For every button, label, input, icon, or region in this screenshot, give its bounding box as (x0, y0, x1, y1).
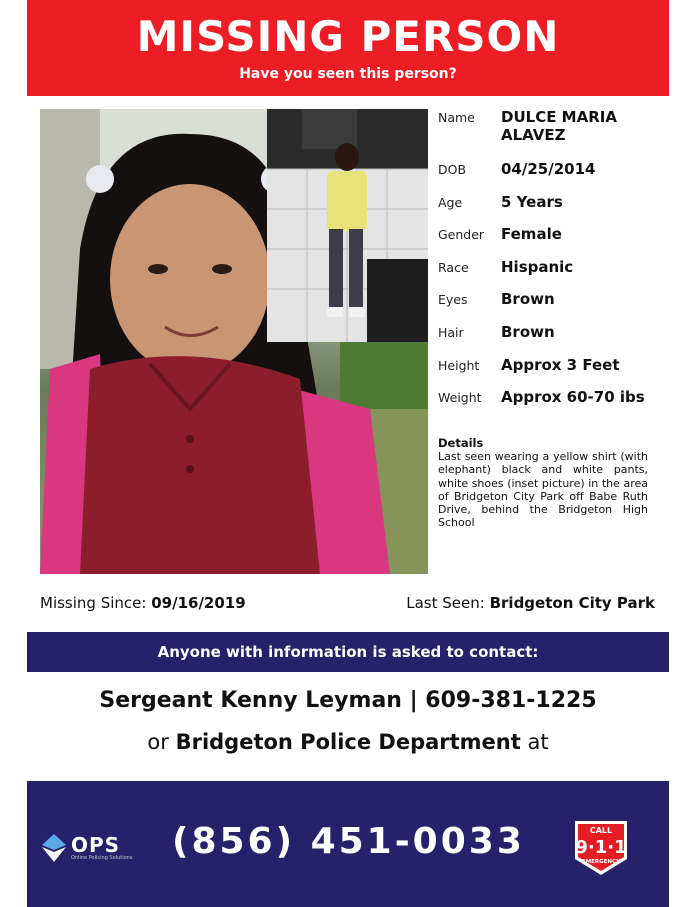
field-label: Gender (438, 227, 485, 243)
badge-call-text: CALL (589, 826, 613, 835)
field-value: Brown (501, 322, 555, 341)
ops-logo-text: OPS (71, 833, 121, 857)
field-value: Approx 60-70 ibs (501, 388, 645, 407)
missing-since-value: 09/16/2019 (151, 594, 246, 612)
field-gender (438, 225, 653, 258)
field-label: Weight (438, 390, 482, 406)
last-seen-label: Last Seen: (406, 594, 485, 612)
contact-primary: Sergeant Kenny Leyman | 609-381-1225 (99, 688, 597, 713)
field-dob (438, 160, 653, 193)
field-name (438, 108, 653, 160)
field-height (438, 356, 653, 389)
police-department: Bridgeton Police Department (175, 730, 521, 754)
field-age (438, 193, 653, 226)
field-value: Female (501, 225, 562, 244)
field-value: Approx 3 Feet (501, 355, 620, 374)
header-banner (27, 0, 669, 96)
badge-emergency-text: EMERGENCY (581, 859, 621, 865)
missing-since-label: Missing Since: (40, 594, 147, 612)
missing-since (40, 594, 246, 612)
field-label: Hair (438, 324, 464, 340)
field-label: DOB (438, 162, 467, 177)
tip-phone-number: (856) 451-0033 (172, 821, 525, 862)
field-value: 04/25/2014 (501, 160, 596, 178)
details-heading: Details (438, 436, 484, 451)
field-race (438, 258, 653, 291)
field-hair (438, 323, 653, 356)
details-text: Last seen wearing a yellow shirt (with elephant) black and white pants, white shoes (inset picture) in the area of Bridgeton City Park off Babe Ruth Drive, behind the Bridgeton High School (438, 450, 648, 530)
field-label: Height (438, 357, 480, 373)
field-value: Brown (501, 290, 555, 309)
footer (27, 781, 669, 907)
last-seen-value: Bridgeton City Park (489, 594, 655, 612)
poster-subtitle: Have you seen this person? (239, 66, 457, 82)
field-label: Age (438, 194, 463, 210)
contact-suffix: at (527, 730, 549, 754)
field-eyes (438, 290, 653, 323)
field-value: DULCE MARIA ALAVEZ (501, 108, 617, 144)
contact-secondary (0, 730, 696, 754)
contact-prefix: or (147, 730, 169, 754)
inset-photo (267, 109, 428, 342)
ops-logo (41, 833, 151, 863)
field-weight (438, 388, 653, 436)
badge-number-text: 9·1·1 (575, 837, 627, 858)
field-value: 5 Years (501, 192, 563, 211)
poster-title: MISSING PERSON (136, 12, 560, 61)
field-label: Race (438, 259, 469, 275)
person-details (438, 108, 653, 529)
call-911-icon (571, 817, 631, 877)
field-value: Hispanic (501, 257, 574, 276)
contact-bar: Anyone with information is asked to contact: (27, 632, 669, 672)
ops-logo-tagline: Online Policing Solutions (71, 855, 133, 861)
field-label: Eyes (438, 292, 468, 308)
diamond-icon (41, 833, 67, 863)
last-seen (406, 594, 655, 612)
field-label: Name (438, 110, 475, 125)
